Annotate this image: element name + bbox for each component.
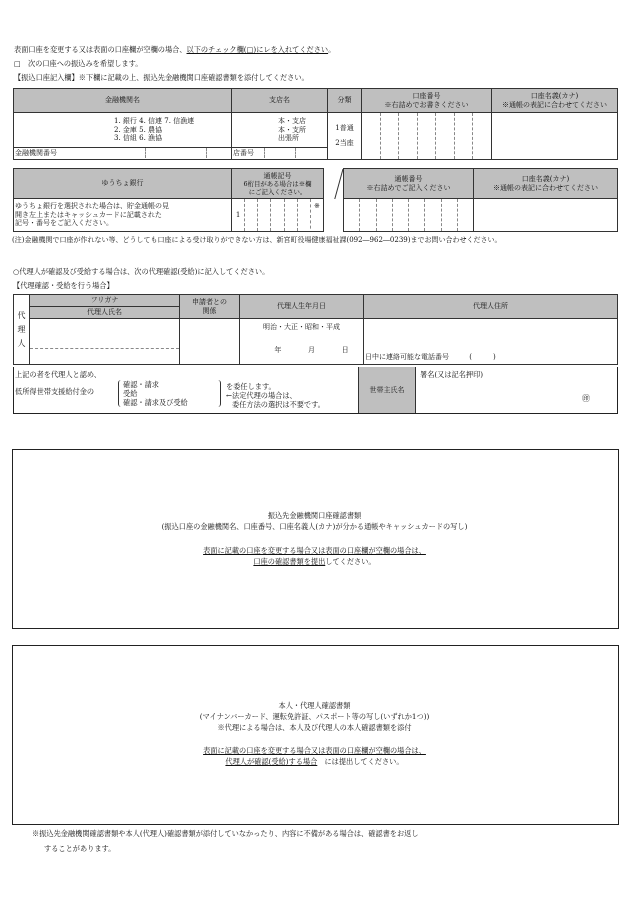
identity-doc-note: ※代理による場合は、本人及び代理人の本人確認書類を添付 [217, 723, 412, 732]
delegation-text: 上記の者を代理人と認め、 [15, 370, 101, 379]
slash-line [324, 169, 344, 199]
identity-doc-line1: 表面に記載の口座を変更する場合又は表面の口座欄が空欄の場合は、 [203, 746, 426, 755]
proxy-instruction: ○代理人が確認及び受給する場合は、次の代理確認(受給)に記入してください。 [13, 267, 270, 276]
symbol-lead-digit: 1 [235, 210, 241, 219]
account-doc-suffix: してください。 [325, 557, 376, 566]
yucho-holder-header [474, 169, 618, 199]
footer-note-line2: することがあります。 [44, 844, 116, 853]
phone-label: 日中に連絡可能な電話番号 [365, 353, 449, 362]
branch-type-option[interactable]: 本・支所 [278, 125, 306, 134]
bank-name-header: 金融機関名 [14, 89, 232, 113]
side-char: 代 [17, 310, 26, 320]
intro-line1 [14, 45, 335, 54]
symbol-label: 通帳記号 [263, 171, 292, 180]
yucho-desc-line: ゆうちょ銀行を選択された場合は、貯金通帳の見 [15, 202, 169, 211]
year-label: 年 [274, 345, 282, 354]
account-doc-submit: 口座の確認書類を提出 [253, 557, 326, 566]
intro-period: 。 [328, 45, 336, 54]
yucho-header: ゆうちょ銀行 [14, 169, 232, 199]
account-number-header [362, 89, 492, 113]
identity-document-box [12, 645, 619, 825]
holder-header [492, 89, 618, 113]
slash-divider-lower [324, 199, 344, 232]
yucho-holder-label: 口座名義(カナ) [521, 174, 570, 183]
account-number-note: ※右詰めでお書きください [384, 100, 469, 109]
branch-type-option[interactable]: 本・支店 [278, 116, 306, 125]
side-char: 人 [17, 338, 26, 348]
number-note: ※右詰めでご記入ください [366, 183, 451, 192]
branch-code-label: 店番号 [233, 149, 254, 158]
holder-input[interactable] [492, 113, 618, 160]
account-number-input[interactable] [362, 113, 492, 160]
legal-proxy-note2: 委任方法の選択は不要です。 [232, 400, 325, 409]
proxy-name-input[interactable] [30, 319, 180, 365]
furigana-header: フリガナ [30, 295, 180, 307]
account-type-select[interactable] [328, 113, 362, 160]
bank-type-option[interactable]: 3. 信組 6. 漁協 [114, 134, 163, 143]
bank-type-option[interactable]: 2. 金庫 5. 農協 [114, 125, 163, 134]
account-type-option[interactable]: 1普通 [335, 124, 354, 133]
intro-check-instruction: 以下のチェック欄(□)にレを入れてください [186, 45, 329, 54]
delegation-option[interactable]: 確認・請求及び受給 [123, 398, 188, 407]
relation-header [180, 295, 240, 319]
symbol-note: 6桁目がある場合は※欄 [243, 179, 312, 188]
slash-divider [324, 169, 344, 199]
branch-code-field[interactable] [232, 147, 328, 159]
symbol-header [232, 169, 324, 199]
bank-name-input[interactable] [14, 113, 232, 148]
proxy-side-label [14, 295, 30, 365]
account-number-label: 口座番号 [412, 91, 441, 100]
identity-doc-suffix: には提出してください。 [317, 757, 404, 766]
transfer-section-heading: 【振込口座記入欄】※下欄に記載の上、振込先金融機関口座確認書類を添付してください。 [14, 73, 309, 82]
yucho-description [14, 199, 232, 232]
yucho-account-table [13, 168, 618, 232]
symbol-input[interactable] [232, 199, 324, 232]
options-bracket [216, 380, 221, 407]
delegation-options[interactable] [118, 380, 188, 407]
yucho-holder-input[interactable] [474, 199, 618, 232]
yucho-holder-note: ※通帳の表記に合わせてください [493, 183, 598, 192]
number-input[interactable] [344, 199, 474, 232]
bank-code-label: 金融機関番号 [15, 149, 57, 158]
symbol-sixth-digit[interactable]: ※ [310, 199, 323, 232]
birthdate-input[interactable] [240, 319, 364, 365]
holder-note: ※通帳の表記に合わせてください [502, 100, 607, 109]
side-char: 理 [17, 324, 26, 334]
identity-doc-proxy: 代理人が確認(受給)する場合 [225, 757, 318, 766]
account-document-box [12, 449, 619, 629]
branch-input[interactable] [232, 113, 328, 148]
number-header [344, 169, 474, 199]
yucho-desc-line: 記号・番号をご記入ください。 [15, 219, 113, 228]
month-label: 月 [307, 345, 315, 354]
account-type-option[interactable]: 2当座 [335, 139, 354, 147]
address-header: 代理人住所 [364, 295, 618, 319]
branch-header: 支店名 [232, 89, 328, 113]
delegation-target: 低所得世帯支援給付金の [15, 387, 95, 396]
legal-proxy-note: ←法定代理の場合は、 [226, 391, 297, 400]
household-head-label: 世帯主氏名 [358, 367, 416, 413]
identity-doc-subtitle: (マイナンバーカード、運転免許証、パスポート等の写し(いずれか1つ)) [199, 712, 430, 721]
intro-text: 表面口座を変更する又は表面の口座欄が空欄の場合、 [14, 45, 187, 54]
identity-doc-title: 本人・代理人確認書類 [278, 701, 351, 710]
transfer-request-checkbox[interactable]: □ 次の口座への振込みを希望します。 [14, 59, 143, 68]
era-options[interactable]: 明治・大正・昭和・平成 [263, 323, 340, 331]
signature-label: 署名(又は記名押印) [420, 370, 484, 379]
household-head-signature-input[interactable] [414, 367, 616, 413]
delegation-suffix: を委任します。 [226, 382, 276, 391]
relation-label: 関係 [202, 306, 217, 315]
delegation-option[interactable]: 確認・請求 [123, 380, 159, 389]
name-header: 代理人氏名 [30, 307, 180, 319]
type-header: 分類 [328, 89, 362, 113]
identity-doc-line2 [12, 757, 617, 766]
relation-input[interactable] [180, 319, 240, 365]
day-label: 日 [341, 345, 349, 354]
seal-mark: ㊞ [582, 394, 590, 403]
symbol-note: にご記入ください。 [248, 187, 307, 196]
relation-label: 申請者との [192, 297, 227, 306]
phone-input[interactable]: ( ) [469, 353, 496, 362]
number-label: 通帳番号 [394, 174, 423, 183]
proxy-section-heading: 【代理確認・受給を行う場合】 [13, 281, 114, 290]
footer-note-line1: ※振込先金融機関確認書類や本人(代理人)確認書類が添付していなかったり、内容に不備がある場合は、確認書をお返し [32, 829, 419, 838]
account-doc-title: 振込先金融機関口座確認書類 [267, 511, 362, 520]
bank-code-field[interactable] [14, 147, 232, 159]
account-doc-line1: 表面に記載の口座を変更する場合又は表面の口座欄が空欄の場合は、 [203, 546, 426, 555]
account-doc-subtitle: (振込口座の金融機関名、口座番号、口座名義人(カナ)が分かる通帳やキャッシュカードの写し) [161, 522, 468, 531]
proxy-table [13, 294, 618, 365]
account-doc-line2 [12, 557, 617, 566]
address-input[interactable] [364, 319, 618, 365]
bank-account-table [13, 88, 618, 160]
birthdate-header: 代理人生年月日 [240, 295, 364, 319]
yucho-desc-line: 開き左上またはキャッシュカードに記載された [15, 210, 162, 219]
delegation-option[interactable]: 受給 [123, 389, 138, 398]
branch-type-option[interactable]: 出張所 [278, 134, 299, 143]
bank-type-option[interactable]: 1. 銀行 4. 信連 7. 信漁連 [114, 116, 195, 125]
furigana-input[interactable] [30, 334, 179, 349]
holder-label: 口座名義(カナ) [530, 91, 579, 100]
account-note: (注)金融機関で口座が作れない等、どうしても口座による受け取りができない方は、新宮町役場健康福祉課(092―962―0239)までお問い合わせください。 [12, 236, 502, 244]
